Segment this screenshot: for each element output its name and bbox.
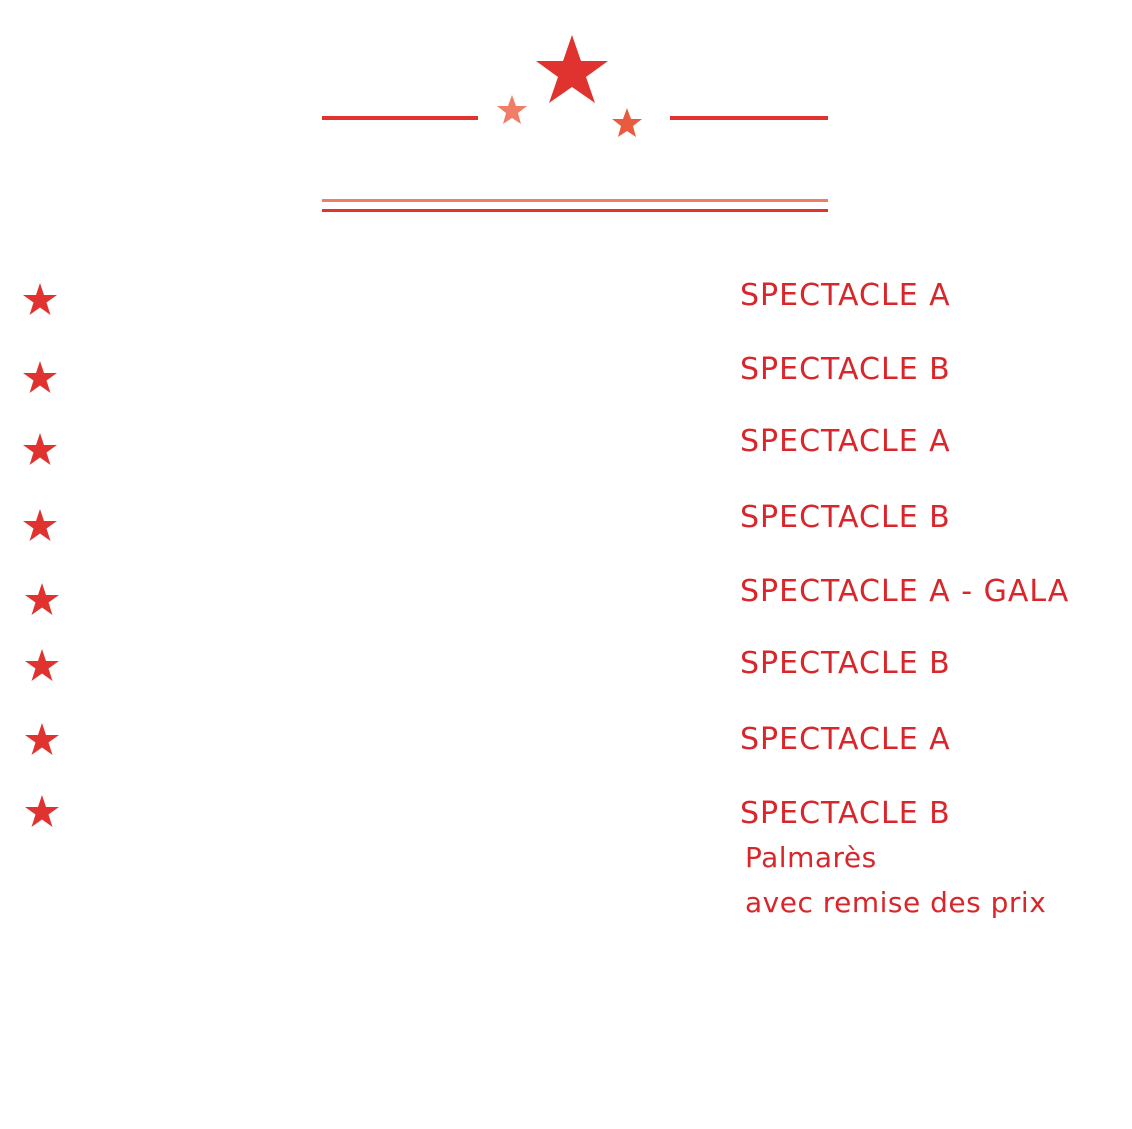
schedule-show: SPECTACLE B — [740, 646, 951, 681]
schedule-show: SPECTACLE B — [740, 352, 951, 387]
header-stars — [490, 30, 650, 145]
bullet-star-icon — [24, 648, 60, 684]
footer-note-4: le début des spectacles pour le retrait des billets. — [30, 1080, 575, 1105]
award-ceremony-note: avec remise des prix — [745, 886, 1047, 919]
footer-note-1: Accès aux spectacles sur présentation du billet d'entrée uniquement — [30, 952, 788, 977]
schedule-date: Samedi 11 janvier 2020 à 15h30 — [70, 497, 642, 537]
large-star-icon — [536, 35, 608, 103]
bullet-star-icon — [24, 794, 60, 830]
bullet-star-icon — [24, 722, 60, 758]
footer-note-3: le plus tôt possible. Les places ne sont pas numérotées. Ouverture une heure avant — [30, 1044, 954, 1069]
schedule-show: SPECTACLE A — [740, 722, 951, 757]
bullet-star-icon — [24, 582, 60, 618]
schedule-date: Dimanche 12 janvier 2020 à 17h00 — [70, 792, 688, 832]
schedule-show: SPECTACLE B — [740, 796, 951, 831]
title-underline-top — [322, 199, 828, 202]
schedule-date: Jeudi 9 janvier 2020 à 20h30 — [70, 276, 575, 316]
schedule-date: Samedi 11 janvier 2020 à 10h00 — [70, 423, 642, 463]
bullet-star-icon — [22, 432, 58, 468]
schedule-show: SPECTACLE A — [740, 424, 951, 459]
header-rule-left — [322, 116, 478, 120]
schedule-show: SPECTACLE B — [740, 500, 951, 535]
schedule-show: SPECTACLE A - GALA — [740, 574, 1070, 609]
bullet-star-icon — [22, 282, 58, 318]
header-rule-right — [670, 116, 828, 120]
schedule-date: Dimanche 12 janvier 2020 à 10h00 — [70, 643, 688, 683]
small-star-right-icon — [612, 108, 642, 137]
schedule-show: SPECTACLE A — [740, 278, 951, 313]
schedule-date: Samedi 11 janvier 2020 à 20h30 — [70, 571, 642, 611]
footer-note-2: Attention : les portes ouvriront 30 minutes avant le début. Merci de se présenter — [30, 1008, 920, 1033]
page-title: REPRESENTATION — [322, 142, 881, 198]
award-ceremony-label: Palmarès — [745, 841, 877, 874]
small-star-left-icon — [497, 95, 527, 124]
schedule-date: Dimanche 12 janvier 2020 à 14h00 — [70, 718, 688, 758]
bullet-star-icon — [22, 508, 58, 544]
title-underline-bottom — [322, 209, 828, 212]
bullet-star-icon — [22, 360, 58, 396]
schedule-date: Vendredi 10 janvier 2020 à 20h30 — [70, 350, 665, 390]
